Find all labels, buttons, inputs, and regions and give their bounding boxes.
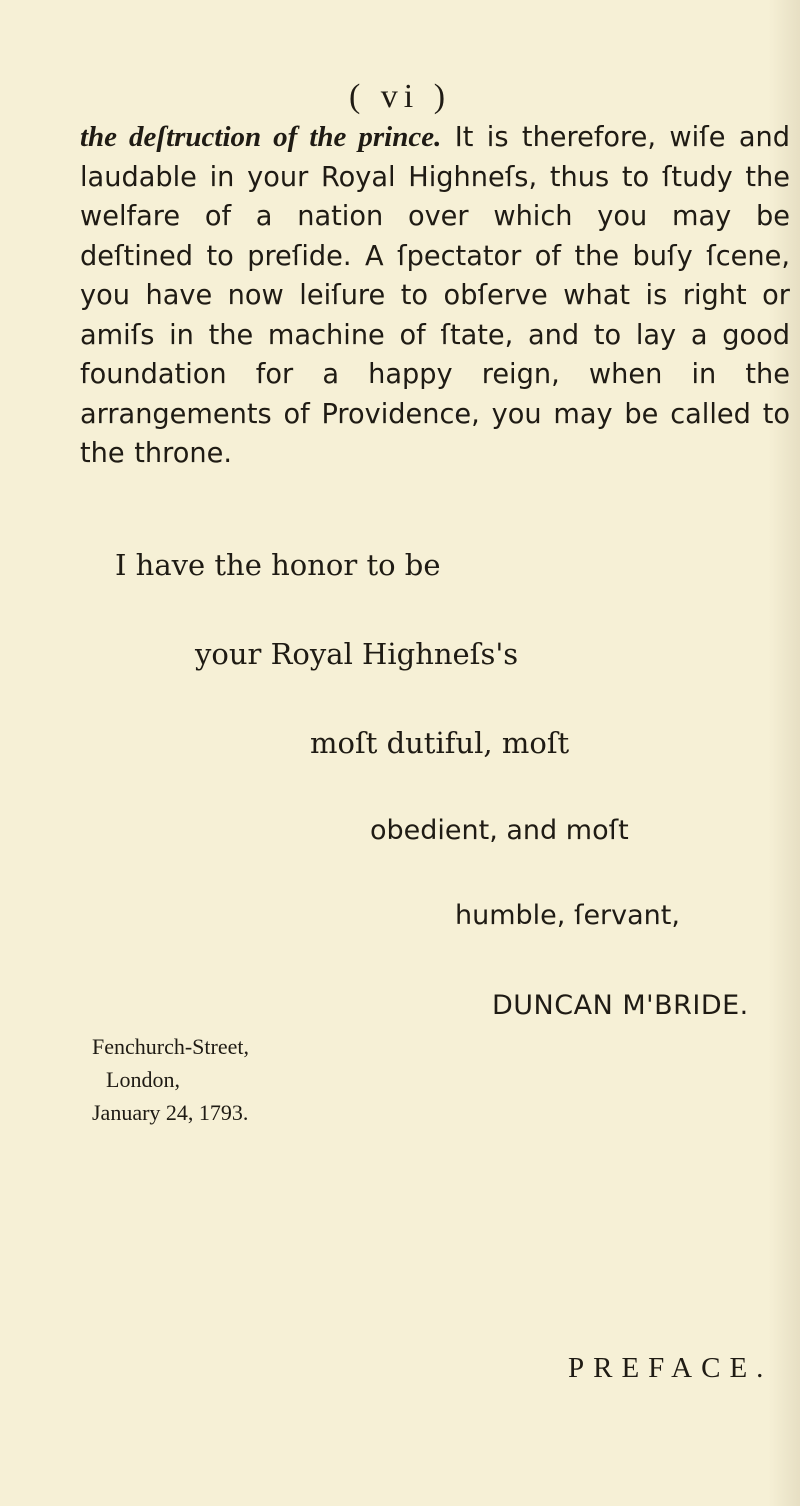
address-city: London, <box>106 1067 180 1092</box>
paragraph-text: It is therefore, wiſe and laudable in your Royal Highneſs, thus to ſtudy the welfare of a nation over which you may be deſtined to preſide. A ſpectator of the buſy ſcene, you have now leiſure to obſerve what is right or amiſs in the machine of ſtate, and to lay a good foundation for a happy reign, when in the arrangements of Providence, you may be called to the throne. <box>80 122 790 469</box>
address-street: Fenchurch-Street, <box>92 1034 249 1059</box>
closing-line-2: your Royal Highneſs's <box>195 637 519 671</box>
address-date: January 24, 1793. <box>92 1100 249 1125</box>
closing-line-1: I have the honor to be <box>115 548 441 582</box>
signature: DUNCAN M'BRIDE. <box>492 990 749 1021</box>
page-number: ( vi ) <box>348 78 452 115</box>
italic-lead-text: the deſtruction of the prince. <box>80 121 442 153</box>
closing-line-5: humble, ſervant, <box>455 900 680 931</box>
closing-line-3: moſt dutiful, moſt <box>310 726 570 760</box>
address-block <box>92 1030 249 1129</box>
dedication-paragraph <box>80 118 790 474</box>
catchword: PREFACE. <box>568 1352 773 1384</box>
closing-line-4: obedient, and moſt <box>370 815 629 846</box>
